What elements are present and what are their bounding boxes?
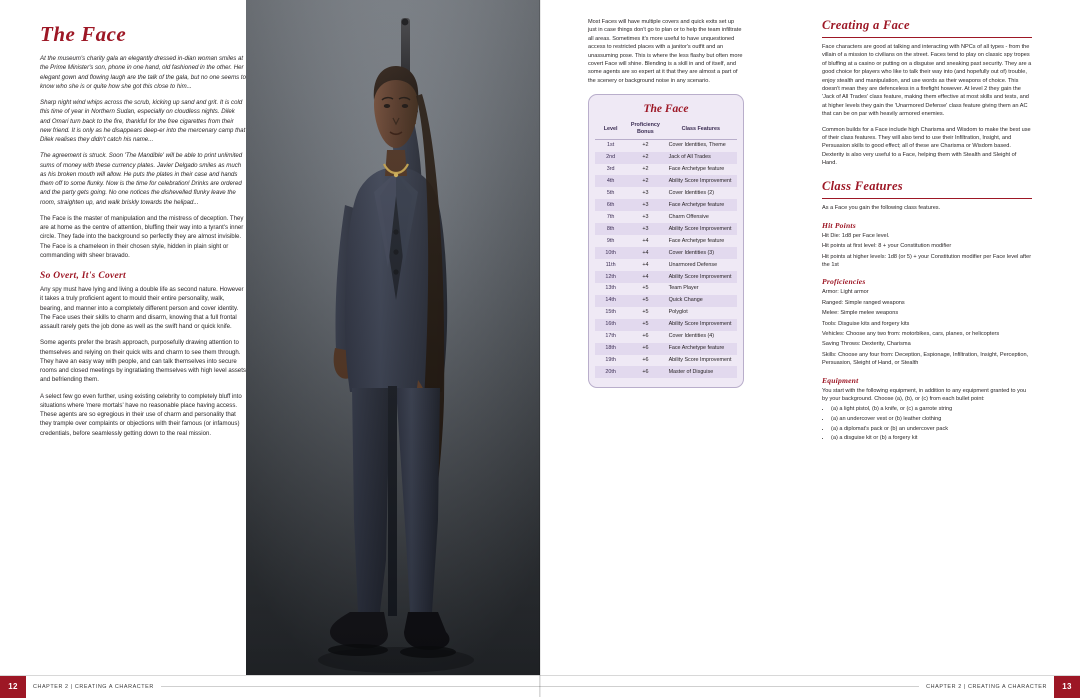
cell-features: Master of Disguise — [665, 366, 737, 378]
so-overt-paragraph-3: A select few go even further, using existing celebrity to completely bluff into situations where 'mere mortals' have no reasonable place having access. These agents are so egregious in their use of charm and personality that they trample over complaints or objections with their famous (or infamous) credentials, before seamlessly getting down to the real mission. — [40, 392, 242, 437]
cell-bonus: +3 — [626, 199, 664, 211]
cell-level: 11th — [605, 261, 616, 268]
proficiency-armor: Armor: Light armor — [822, 289, 869, 296]
cell-level: 13th — [605, 285, 616, 292]
cell-level: 18th — [595, 343, 626, 355]
cell-features: Ability Score Improvement — [665, 175, 737, 187]
cell-level: 4th — [595, 175, 626, 187]
subheading-equipment: Equipment — [822, 375, 859, 385]
right-footer-text: CHAPTER 2 | CREATING A CHARACTER — [926, 683, 1047, 690]
cell-bonus: +4 — [642, 261, 649, 268]
table-row — [595, 307, 737, 319]
cell-features: Unarmored Defense — [668, 261, 718, 268]
so-overt-paragraph-2: Some agents prefer the brash approach, purposefully drawing attention to themselves and relying on their quick wits and charm to see them through. They have an easy way with people, and can talk themselves into secure rooms and closed meetings by ingratiating themselves with high level assets and befriending them. — [40, 339, 246, 384]
cell-features: Cover Identities (3) — [665, 247, 737, 259]
hit-points-first-level-line: Hit points at first level: 8 + your Constitution modifier — [822, 243, 952, 250]
equipment-intro: You start with the following equipment, in addition to any equipment granted to you by your background. Choose (a), (b), or (c) from each bullet point: — [822, 387, 1027, 402]
left-footer-text: CHAPTER 2 | CREATING A CHARACTER — [33, 683, 154, 690]
table-row — [595, 199, 737, 211]
cell-features: Face Archetype feature — [668, 166, 725, 173]
cell-bonus: +4 — [626, 271, 664, 283]
cell-features: Charm Offensive — [668, 213, 709, 220]
column-header-features: Class Features — [665, 120, 737, 139]
right-page — [540, 0, 1080, 697]
page-gutter — [539, 0, 541, 697]
table-row — [595, 152, 737, 164]
creating-paragraph-1: Face characters are good at talking and interacting with NPCs of all types - from the villain of a mission to civilians on the street. Faces tend to play on classic spy tropes of bluffing at a casino or putting on a disguise and sneaking past security. They are a good choice for players who like to talk their way into (and hopefully out of) trouble, enjoy stealth and manipulation, and use words as their weapons of choice. This doesn't mean they are defenceless in a firefight however. At level 2 they gain the 'Jack of All Trades' class feature, making them effective at most skills and tests, and at higher levels they gain the 'Unarmored Defense' class feature giving them an AC that can be on par with heavily armored enemies. — [822, 44, 1032, 118]
fiction-paragraph-2: Sharp night wind whips across the scrub, kicking up sand and grit. It is cold this time of year in Northern Sudan, especially on cloudless nights. Dilek and Omari turn back to the fire, thankful for the free cigarettes from their new friend. It is only as he disappears deep-er into the mercenary camp that Dilek realises they didn't catch his name... — [40, 99, 246, 143]
cell-level: 9th — [606, 237, 615, 244]
cell-bonus: +4 — [642, 237, 649, 244]
cell-features: Face Archetype feature — [665, 343, 737, 355]
equipment-bullet-list — [831, 405, 1032, 443]
cell-bonus: +6 — [642, 333, 649, 340]
cell-bonus: +5 — [642, 285, 649, 292]
cell-level: 3rd — [606, 166, 615, 173]
cell-level: 10th — [595, 247, 626, 259]
cell-features: Jack of All Trades — [665, 152, 737, 164]
left-text-column — [40, 22, 246, 445]
fiction-paragraph-3: The agreement is struck. Soon 'The Mandible' will be able to print unlimited sums of money with these currency plates. Javier Delgado smiles as much as his broken mouth will allow. He puts the plates in their case and hands them off to some flunky. Now is the time for celebration! Drinks are ordered and the party gets going. No one notices the dishevelled flunky leave the room, straighten up, and walk briskly towards the helipad... — [40, 152, 243, 206]
table-row — [595, 259, 737, 271]
cell-level: 6th — [595, 199, 626, 211]
list-item: • (a) a diplomat's pack or (b) an undercover pack — [831, 425, 1032, 434]
table-row — [595, 366, 737, 378]
cell-level: 12th — [595, 271, 626, 283]
proficiency-ranged: Ranged: Simple ranged weapons — [822, 299, 905, 306]
proficiency-saving-throws: Saving Throws: Dexterity, Charisma — [822, 341, 911, 348]
cell-bonus: +2 — [626, 175, 664, 187]
cell-bonus: +6 — [626, 343, 664, 355]
creating-paragraph-2: Common builds for a Face include high Charisma and Wisdom to make the best use of their class features. They will also tend to use their Infiltration, Insight, and Persuasion skills to good effect; all of these are Charisma or Wisdom based. Dexterity is also very useful to a Face, helping them with Stealth and Sleight of Hand. — [822, 126, 1031, 167]
cell-features: Ability Score Improvement — [668, 357, 732, 364]
proficiency-vehicles: Vehicles: Choose any two from: motorbikes, cars, planes, or helicopters — [822, 330, 1000, 337]
table-row — [595, 187, 737, 199]
list-item: • (a) a light pistol, (b) a knife, or (c) a garrote string — [831, 405, 1032, 414]
left-footer — [0, 675, 540, 697]
middle-intro-paragraph: Most Faces will have multiple covers and quick exits set up just in case things don't go to plan or to help the team infiltrate all areas. Sometimes it's more useful to have unquestioned access to restricted places with a janitor's outfit and an unassuming pose. This is where the less flashy but often more covert Face will shine. Blending is a skill in and of itself, and some agents are so expert at it that they are almost a part of the scenery or background noise in any scenario. — [588, 19, 743, 84]
cell-level: 14th — [595, 295, 626, 307]
pistol-icon — [388, 18, 418, 133]
cell-bonus: +3 — [642, 213, 649, 220]
cell-bonus: +6 — [626, 366, 664, 378]
cell-features: Cover Identities (4) — [668, 333, 715, 340]
heading-rule — [822, 37, 1032, 38]
proficiency-melee: Melee: Simple melee weapons — [822, 310, 899, 317]
illustration-svg — [246, 0, 540, 675]
right-text-column — [822, 18, 1032, 444]
cell-level: 19th — [605, 357, 616, 364]
cell-features: Face Archetype feature — [668, 237, 725, 244]
table-header-row — [595, 120, 737, 139]
table-row — [595, 223, 737, 235]
section-heading-so-overt: So Overt, It's Covert — [40, 271, 126, 281]
section-heading-creating-a-face: Creating a Face — [822, 18, 910, 32]
cell-level: 5th — [606, 189, 615, 196]
table-row — [595, 139, 737, 151]
cell-bonus: +6 — [642, 357, 649, 364]
hit-die-line: Hit Die: 1d8 per Face level. — [822, 232, 890, 239]
left-page — [0, 0, 540, 697]
cell-level: 15th — [605, 309, 616, 316]
table-row — [595, 175, 737, 187]
cell-features: Cover Identities (2) — [668, 189, 715, 196]
cell-level: 20th — [595, 366, 626, 378]
table-row — [595, 247, 737, 259]
intro-paragraph: The Face is the master of manipulation and the mistress of deception. They are at home as the centre of attention, bluffing their way into a tyrant's inner circle. They fade into the background so perfectly they are almost invisible. The Face is a chameleon in their chosen style, hidden in plain sight or commanding with sheer bravado. — [40, 214, 244, 259]
column-header-proficiency: Proficiency Bonus — [626, 120, 664, 139]
right-footer-rule — [540, 686, 919, 687]
class-table-card — [588, 94, 744, 388]
list-item: • (a) a disguise kit or (b) a forgery kit — [831, 434, 1032, 443]
table-row — [595, 295, 737, 307]
cell-bonus: +4 — [626, 247, 664, 259]
cell-bonus: +2 — [642, 166, 649, 173]
cell-level: 1st — [607, 142, 615, 149]
cell-features: Cover Identities, Theme — [668, 142, 726, 149]
table-row — [595, 271, 737, 283]
cell-features: Team Player — [668, 285, 699, 292]
table-row — [595, 164, 737, 176]
middle-text-column — [588, 18, 744, 388]
section-heading-class-features: Class Features — [822, 179, 903, 194]
table-row — [595, 343, 737, 355]
cell-features: Quick Change — [665, 295, 737, 307]
proficiency-tools: Tools: Disguise kits and forgery kits — [822, 320, 910, 327]
hit-points-higher-levels-line: Hit points at higher levels: 1d8 (or 5) + your Constitution modifier per Face level after the 1st — [822, 253, 1032, 269]
table-row — [595, 319, 737, 331]
fiction-paragraph-1: At the museum's charity gala an elegantly dressed in-dian woman smiles at the Prime Minister's son, phone in one hand, old fashioned in the other. Her elegant gown and flowing laugh are the talk of the gala, but no one seems to know who she is or quite how she got this close to him... — [40, 55, 246, 90]
cell-features: Face Archetype feature — [665, 199, 737, 211]
cell-level: 8th — [595, 223, 626, 235]
class-progression-table — [595, 120, 737, 378]
page-title: The Face — [40, 22, 127, 46]
subheading-hit-points: Hit Points — [822, 220, 856, 230]
cell-features: Ability Score Improvement — [665, 319, 737, 331]
cell-features: Polyglot — [668, 309, 688, 316]
cell-bonus: +3 — [642, 189, 649, 196]
cell-features: Ability Score Improvement — [665, 223, 737, 235]
table-row — [595, 355, 737, 367]
heading-rule — [822, 198, 1032, 199]
left-footer-rule — [161, 686, 540, 687]
cell-features: Ability Score Improvement — [665, 271, 737, 283]
table-body — [595, 139, 737, 378]
table-row — [595, 235, 737, 247]
cell-level: 17th — [605, 333, 616, 340]
proficiency-skills: Skills: Choose any four from: Deception, Espionage, Infiltration, Insight, Perception, Persuasion, Sleight of Hand, or Stealth — [822, 351, 1029, 367]
cell-level: 7th — [606, 213, 615, 220]
face-class-illustration — [246, 0, 540, 675]
column-header-level: Level — [595, 120, 626, 139]
class-table-title: The Face — [643, 103, 689, 116]
list-item: • (a) an undercover vest or (b) leather clothing — [831, 415, 1032, 424]
table-row — [595, 331, 737, 343]
left-page-number: 12 — [0, 676, 26, 698]
cell-bonus: +5 — [626, 319, 664, 331]
right-footer — [540, 675, 1080, 697]
so-overt-paragraph-1: Any spy must have lying and living a double life as second nature. However it takes a truly proficient agent to mould their entire personality, walk, bearing, and manner into a completely different person and cover identity. The Face uses their skills to charm and disarm, knowing that a full frontal assault rarely gets the job done as well as the swift hand or quick knife. — [40, 286, 244, 330]
table-row — [595, 211, 737, 223]
cell-level: 16th — [595, 319, 626, 331]
cell-bonus: +3 — [626, 223, 664, 235]
subheading-proficiencies: Proficiencies — [822, 277, 866, 287]
cell-bonus: +2 — [642, 142, 649, 149]
cell-bonus: +5 — [642, 309, 649, 316]
right-page-number: 13 — [1054, 676, 1080, 698]
class-features-intro: As a Face you gain the following class features. — [822, 205, 941, 212]
cell-bonus: +5 — [626, 295, 664, 307]
cell-bonus: +2 — [626, 152, 664, 164]
table-row — [595, 283, 737, 295]
cell-level: 2nd — [595, 152, 626, 164]
